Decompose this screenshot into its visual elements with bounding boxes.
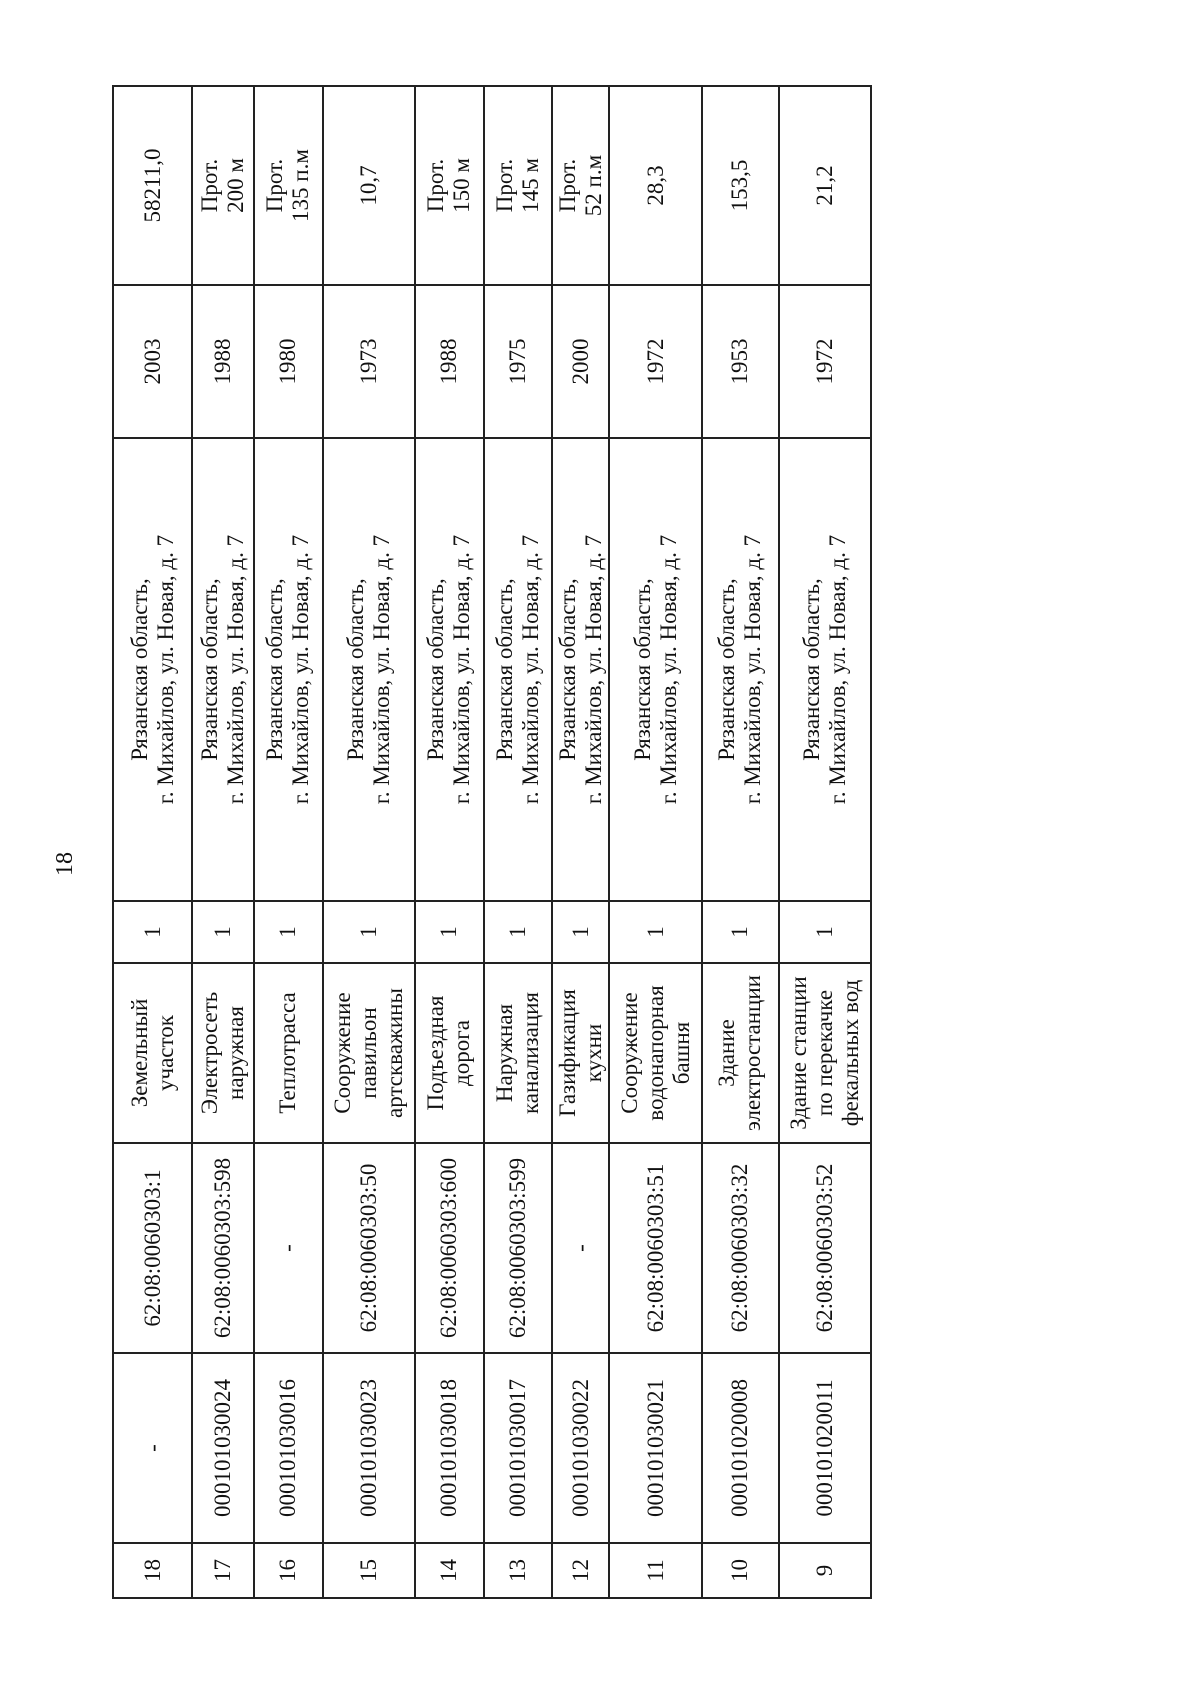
cadastral-number-cell xyxy=(415,1143,484,1353)
object-name-cell xyxy=(609,963,701,1143)
inventory-code-cell xyxy=(323,1353,415,1543)
quantity-cell-text: 1 xyxy=(567,926,593,938)
row-number-cell-text: 9 xyxy=(811,1564,837,1577)
year-cell-text: 1988 xyxy=(436,338,462,385)
object-name-cell-text: Подъездная дорога xyxy=(423,995,475,1111)
quantity-cell xyxy=(779,901,871,963)
year-cell xyxy=(415,285,484,438)
value-cell xyxy=(415,86,484,285)
quantity-cell-text: 1 xyxy=(727,926,753,938)
object-name-cell-text: Наружная канализация xyxy=(491,991,543,1115)
inventory-code-cell xyxy=(779,1353,871,1543)
address-cell xyxy=(609,438,701,901)
quantity-cell-text: 1 xyxy=(811,926,837,938)
value-cell xyxy=(484,86,553,285)
inventory-code-cell-text: 000101020008 xyxy=(727,1379,753,1517)
year-cell xyxy=(192,285,253,438)
object-name-cell-text: Здание станции по перекачке фекальных вод xyxy=(785,976,863,1130)
address-cell xyxy=(113,438,192,901)
quantity-cell-text: 1 xyxy=(642,926,668,938)
cadastral-number-cell xyxy=(192,1143,253,1353)
cadastral-number-cell-text: 62:08:0060303:51 xyxy=(642,1163,668,1333)
row-number-cell xyxy=(254,1543,323,1598)
value-cell-text: 58211,0 xyxy=(139,148,165,223)
row-number-cell-text: 15 xyxy=(355,1559,381,1582)
row-number-cell-text: 17 xyxy=(210,1559,236,1582)
year-cell xyxy=(484,285,553,438)
inventory-code-cell xyxy=(484,1353,553,1543)
cadastral-number-cell xyxy=(702,1143,779,1353)
cadastral-number-cell xyxy=(323,1143,415,1353)
table-row xyxy=(323,86,415,1598)
inventory-code-cell xyxy=(415,1353,484,1543)
quantity-cell xyxy=(415,901,484,963)
value-cell-text: 10,7 xyxy=(355,165,381,206)
value-cell xyxy=(254,86,323,285)
row-number-cell xyxy=(192,1543,253,1598)
inventory-code-cell-text: 000101030018 xyxy=(436,1379,462,1517)
address-cell xyxy=(702,438,779,901)
cadastral-number-cell xyxy=(609,1143,701,1353)
cadastral-number-cell-text: - xyxy=(275,1244,301,1252)
address-cell xyxy=(415,438,484,901)
address-cell xyxy=(254,438,323,901)
address-cell-text: Рязанская область, г. Михайлов, ул. Новая, д. 7 xyxy=(554,534,606,805)
quantity-cell-text: 1 xyxy=(436,926,462,938)
object-name-cell xyxy=(192,963,253,1143)
table-row xyxy=(552,86,609,1598)
address-cell-text: Рязанская область, г. Михайлов, ул. Новая, д. 7 xyxy=(491,534,543,805)
address-cell-text: Рязанская область, г. Михайлов, ул. Новая, д. 7 xyxy=(126,534,178,805)
quantity-cell-text: 1 xyxy=(504,926,530,938)
page-number: 18 xyxy=(52,852,78,876)
table-row xyxy=(702,86,779,1598)
object-name-cell-text: Теплотрасса xyxy=(275,992,301,1114)
address-cell-text: Рязанская область, г. Михайлов, ул. Новая, д. 7 xyxy=(798,534,850,805)
row-number-cell-text: 10 xyxy=(727,1559,753,1582)
quantity-cell xyxy=(254,901,323,963)
inventory-code-cell xyxy=(192,1353,253,1543)
year-cell-text: 1972 xyxy=(642,338,668,385)
object-name-cell-text: Здание электростанции xyxy=(714,975,766,1131)
cadastral-number-cell-text: 62:08:0060303:598 xyxy=(210,1157,236,1339)
value-cell-text: Прот. 150 м xyxy=(423,158,475,213)
cadastral-number-cell-text: 62:08:0060303:1 xyxy=(139,1169,165,1327)
row-number-cell xyxy=(779,1543,871,1598)
quantity-cell xyxy=(484,901,553,963)
inventory-code-cell xyxy=(609,1353,701,1543)
object-name-cell-text: Сооружение водонапорная башня xyxy=(616,985,694,1121)
cadastral-number-cell xyxy=(484,1143,553,1353)
table-row xyxy=(484,86,553,1598)
row-number-cell-text: 14 xyxy=(436,1559,462,1582)
quantity-cell xyxy=(609,901,701,963)
object-name-cell xyxy=(779,963,871,1143)
year-cell-text: 2000 xyxy=(567,338,593,385)
value-cell xyxy=(113,86,192,285)
address-cell-text: Рязанская область, г. Михайлов, ул. Новая, д. 7 xyxy=(262,534,314,805)
row-number-cell-text: 11 xyxy=(642,1559,668,1582)
cadastral-number-cell xyxy=(254,1143,323,1353)
year-cell xyxy=(323,285,415,438)
object-name-cell xyxy=(113,963,192,1143)
quantity-cell-text: 1 xyxy=(210,926,236,938)
row-number-cell xyxy=(113,1543,192,1598)
object-name-cell xyxy=(254,963,323,1143)
table-body xyxy=(113,86,871,1598)
row-number-cell-text: 16 xyxy=(275,1559,301,1582)
property-table xyxy=(112,85,872,1599)
quantity-cell xyxy=(702,901,779,963)
address-cell xyxy=(779,438,871,901)
object-name-cell xyxy=(323,963,415,1143)
year-cell-text: 1980 xyxy=(275,338,301,385)
year-cell-text: 1972 xyxy=(811,338,837,385)
table-row xyxy=(192,86,253,1598)
object-name-cell-text: Сооружение павильон артскважины xyxy=(329,988,407,1118)
year-cell-text: 2003 xyxy=(139,338,165,385)
address-cell xyxy=(192,438,253,901)
year-cell xyxy=(113,285,192,438)
value-cell-text: Прот. 135 п.м xyxy=(262,149,314,222)
year-cell xyxy=(702,285,779,438)
inventory-code-cell-text: 000101020011 xyxy=(811,1379,837,1517)
address-cell-text: Рязанская область, г. Михайлов, ул. Новая, д. 7 xyxy=(714,534,766,805)
table-row xyxy=(113,86,192,1598)
cadastral-number-cell-text: 62:08:0060303:32 xyxy=(727,1163,753,1333)
year-cell xyxy=(552,285,609,438)
address-cell-text: Рязанская область, г. Михайлов, ул. Новая, д. 7 xyxy=(197,534,249,805)
value-cell xyxy=(323,86,415,285)
inventory-code-cell xyxy=(254,1353,323,1543)
year-cell xyxy=(779,285,871,438)
table-row xyxy=(254,86,323,1598)
address-cell xyxy=(323,438,415,901)
object-name-cell-text: Земельный участок xyxy=(126,998,178,1108)
address-cell xyxy=(552,438,609,901)
value-cell-text: 21,2 xyxy=(811,165,837,206)
row-number-cell xyxy=(552,1543,609,1598)
inventory-code-cell xyxy=(113,1353,192,1543)
quantity-cell xyxy=(323,901,415,963)
year-cell-text: 1988 xyxy=(210,338,236,385)
row-number-cell xyxy=(702,1543,779,1598)
value-cell-text: Прот. 200 м xyxy=(197,158,249,213)
value-cell-text: 28,3 xyxy=(642,165,668,206)
year-cell xyxy=(254,285,323,438)
inventory-code-cell xyxy=(702,1353,779,1543)
value-cell xyxy=(609,86,701,285)
quantity-cell xyxy=(552,901,609,963)
inventory-code-cell xyxy=(552,1353,609,1543)
row-number-cell-text: 13 xyxy=(504,1559,530,1582)
address-cell xyxy=(484,438,553,901)
value-cell xyxy=(192,86,253,285)
inventory-code-cell-text: 000101030017 xyxy=(504,1379,530,1517)
quantity-cell-text: 1 xyxy=(355,926,381,938)
row-number-cell xyxy=(484,1543,553,1598)
object-name-cell xyxy=(552,963,609,1143)
object-name-cell-text: Электросеть наружная xyxy=(197,991,249,1115)
cadastral-number-cell xyxy=(113,1143,192,1353)
year-cell xyxy=(609,285,701,438)
row-number-cell xyxy=(609,1543,701,1598)
value-cell-text: 153,5 xyxy=(727,159,753,212)
cadastral-number-cell-text: 62:08:0060303:600 xyxy=(436,1157,462,1339)
row-number-cell xyxy=(415,1543,484,1598)
year-cell-text: 1953 xyxy=(727,338,753,385)
quantity-cell-text: 1 xyxy=(139,926,165,938)
object-name-cell-text: Газификация кухни xyxy=(554,989,606,1117)
cadastral-number-cell-text: 62:08:0060303:599 xyxy=(504,1157,530,1339)
inventory-code-cell-text: 000101030023 xyxy=(355,1379,381,1517)
inventory-code-cell-text: - xyxy=(139,1444,165,1452)
row-number-cell xyxy=(323,1543,415,1598)
row-number-cell-text: 18 xyxy=(139,1559,165,1582)
value-cell xyxy=(702,86,779,285)
address-cell-text: Рязанская область, г. Михайлов, ул. Новая, д. 7 xyxy=(342,534,394,805)
object-name-cell xyxy=(415,963,484,1143)
address-cell-text: Рязанская область, г. Михайлов, ул. Новая, д. 7 xyxy=(629,534,681,805)
quantity-cell xyxy=(192,901,253,963)
inventory-code-cell-text: 000101030022 xyxy=(567,1379,593,1517)
inventory-code-cell-text: 000101030021 xyxy=(642,1379,668,1517)
row-number-cell-text: 12 xyxy=(567,1559,593,1582)
cadastral-number-cell xyxy=(779,1143,871,1353)
table-row xyxy=(415,86,484,1598)
value-cell xyxy=(779,86,871,285)
cadastral-number-cell xyxy=(552,1143,609,1353)
cadastral-number-cell-text: 62:08:0060303:52 xyxy=(811,1163,837,1333)
year-cell-text: 1973 xyxy=(355,338,381,385)
cadastral-number-cell-text: 62:08:0060303:50 xyxy=(355,1163,381,1333)
object-name-cell xyxy=(702,963,779,1143)
address-cell-text: Рязанская область, г. Михайлов, ул. Новая, д. 7 xyxy=(423,534,475,805)
table-row xyxy=(779,86,871,1598)
quantity-cell xyxy=(113,901,192,963)
cadastral-number-cell-text: - xyxy=(567,1244,593,1252)
table-row xyxy=(609,86,701,1598)
value-cell-text: Прот. 52 п.м xyxy=(554,154,606,217)
value-cell xyxy=(552,86,609,285)
object-name-cell xyxy=(484,963,553,1143)
value-cell-text: Прот. 145 м xyxy=(491,158,543,213)
inventory-code-cell-text: 000101030016 xyxy=(275,1379,301,1517)
year-cell-text: 1975 xyxy=(504,338,530,385)
quantity-cell-text: 1 xyxy=(275,926,301,938)
property-table-wrapper xyxy=(112,87,872,1599)
inventory-code-cell-text: 000101030024 xyxy=(210,1379,236,1517)
